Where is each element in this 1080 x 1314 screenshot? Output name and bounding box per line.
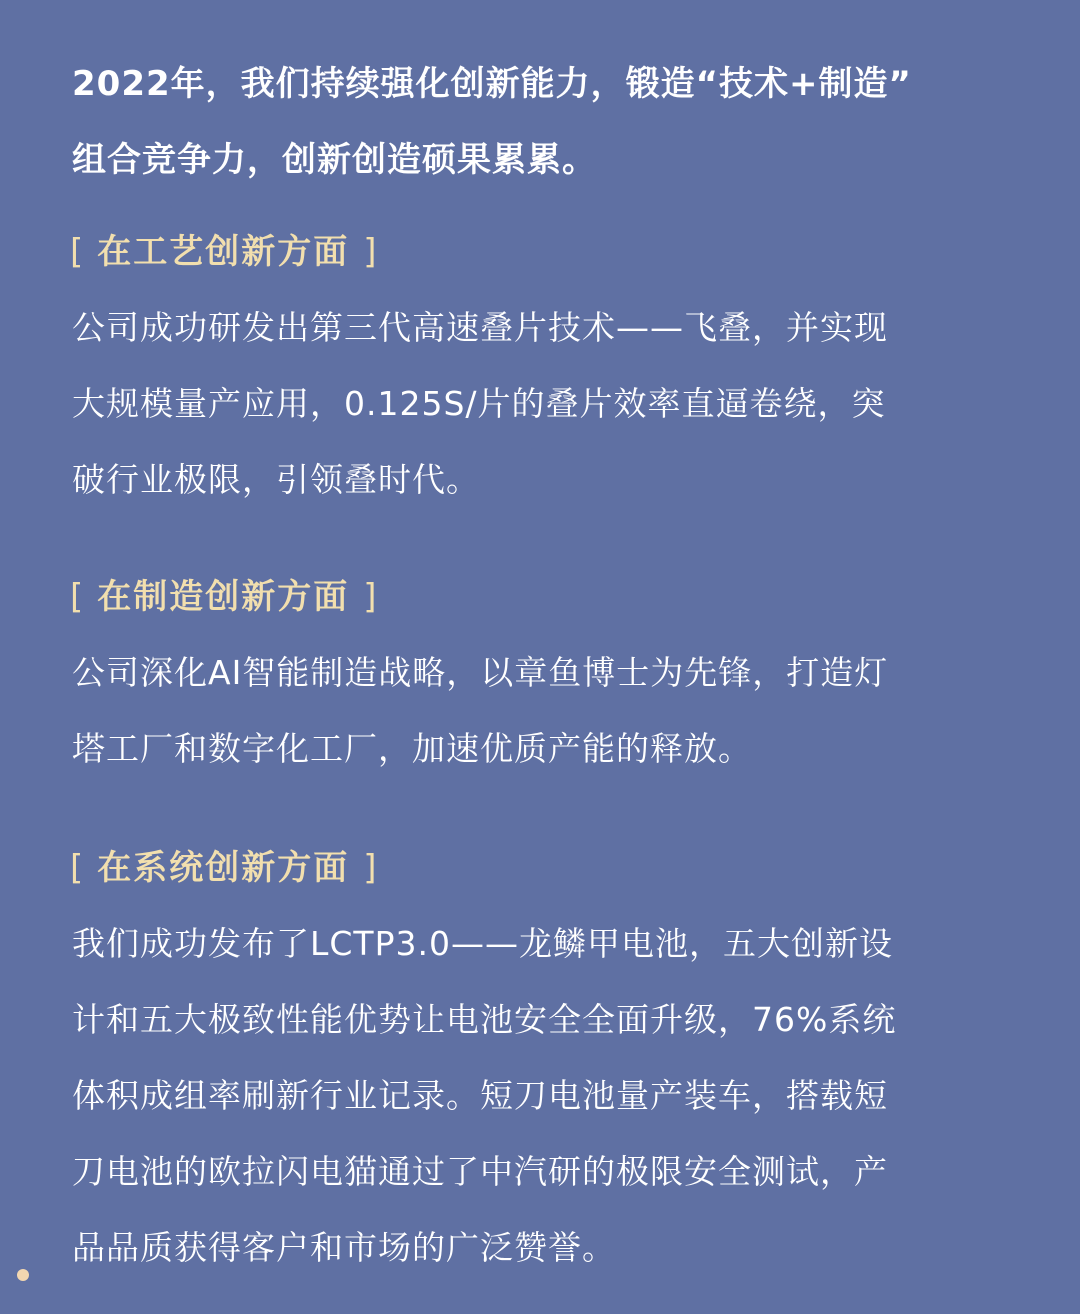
body-line: 大规模量产应用，0.125S/片的叠片效率直逼卷绕，突 bbox=[72, 384, 886, 423]
section-heading-manufacturing bbox=[70, 575, 377, 619]
decorative-dot bbox=[17, 1269, 29, 1281]
section-heading-text: 在系统创新方面 bbox=[97, 848, 350, 888]
body-line: 破行业极限，引领叠时代。 bbox=[72, 460, 480, 499]
intro-line: 组合竞争力，创新创造硕果累累。 bbox=[72, 140, 597, 180]
body-line: 公司深化AI智能制造战略，以章鱼博士为先锋，打造灯 bbox=[72, 653, 889, 692]
body-line: 体积成组率刷新行业记录。短刀电池量产装车，搭载短 bbox=[72, 1076, 888, 1115]
bracket-open: [ bbox=[70, 232, 84, 272]
section-heading-system bbox=[70, 846, 377, 890]
body-line: 刀电池的欧拉闪电猫通过了中汽研的极限安全测试，产 bbox=[72, 1152, 888, 1191]
section-heading-text: 在制造创新方面 bbox=[97, 577, 350, 617]
body-line: 品品质获得客户和市场的广泛赞誉。 bbox=[72, 1228, 616, 1267]
section-heading-text: 在工艺创新方面 bbox=[97, 232, 350, 272]
bracket-close: ] bbox=[363, 848, 377, 888]
body-line: 计和五大极致性能优势让电池安全全面升级，76%系统 bbox=[72, 1000, 897, 1039]
intro-line: 2022年，我们持续强化创新能力，锻造“技术+制造” bbox=[72, 64, 912, 104]
section-body-process bbox=[72, 290, 1032, 518]
bracket-close: ] bbox=[363, 232, 377, 272]
section-body-system bbox=[72, 906, 1032, 1286]
bracket-close: ] bbox=[363, 577, 377, 617]
section-body-manufacturing bbox=[72, 635, 1032, 787]
body-line: 我们成功发布了LCTP3.0——龙鳞甲电池，五大创新设 bbox=[72, 924, 893, 963]
bracket-open: [ bbox=[70, 577, 84, 617]
section-heading-process bbox=[70, 230, 377, 274]
body-line: 公司成功研发出第三代高速叠片技术——飞叠，并实现 bbox=[72, 308, 888, 347]
intro-paragraph bbox=[72, 46, 1032, 198]
body-line: 塔工厂和数字化工厂，加速优质产能的释放。 bbox=[72, 729, 752, 768]
bracket-open: [ bbox=[70, 848, 84, 888]
